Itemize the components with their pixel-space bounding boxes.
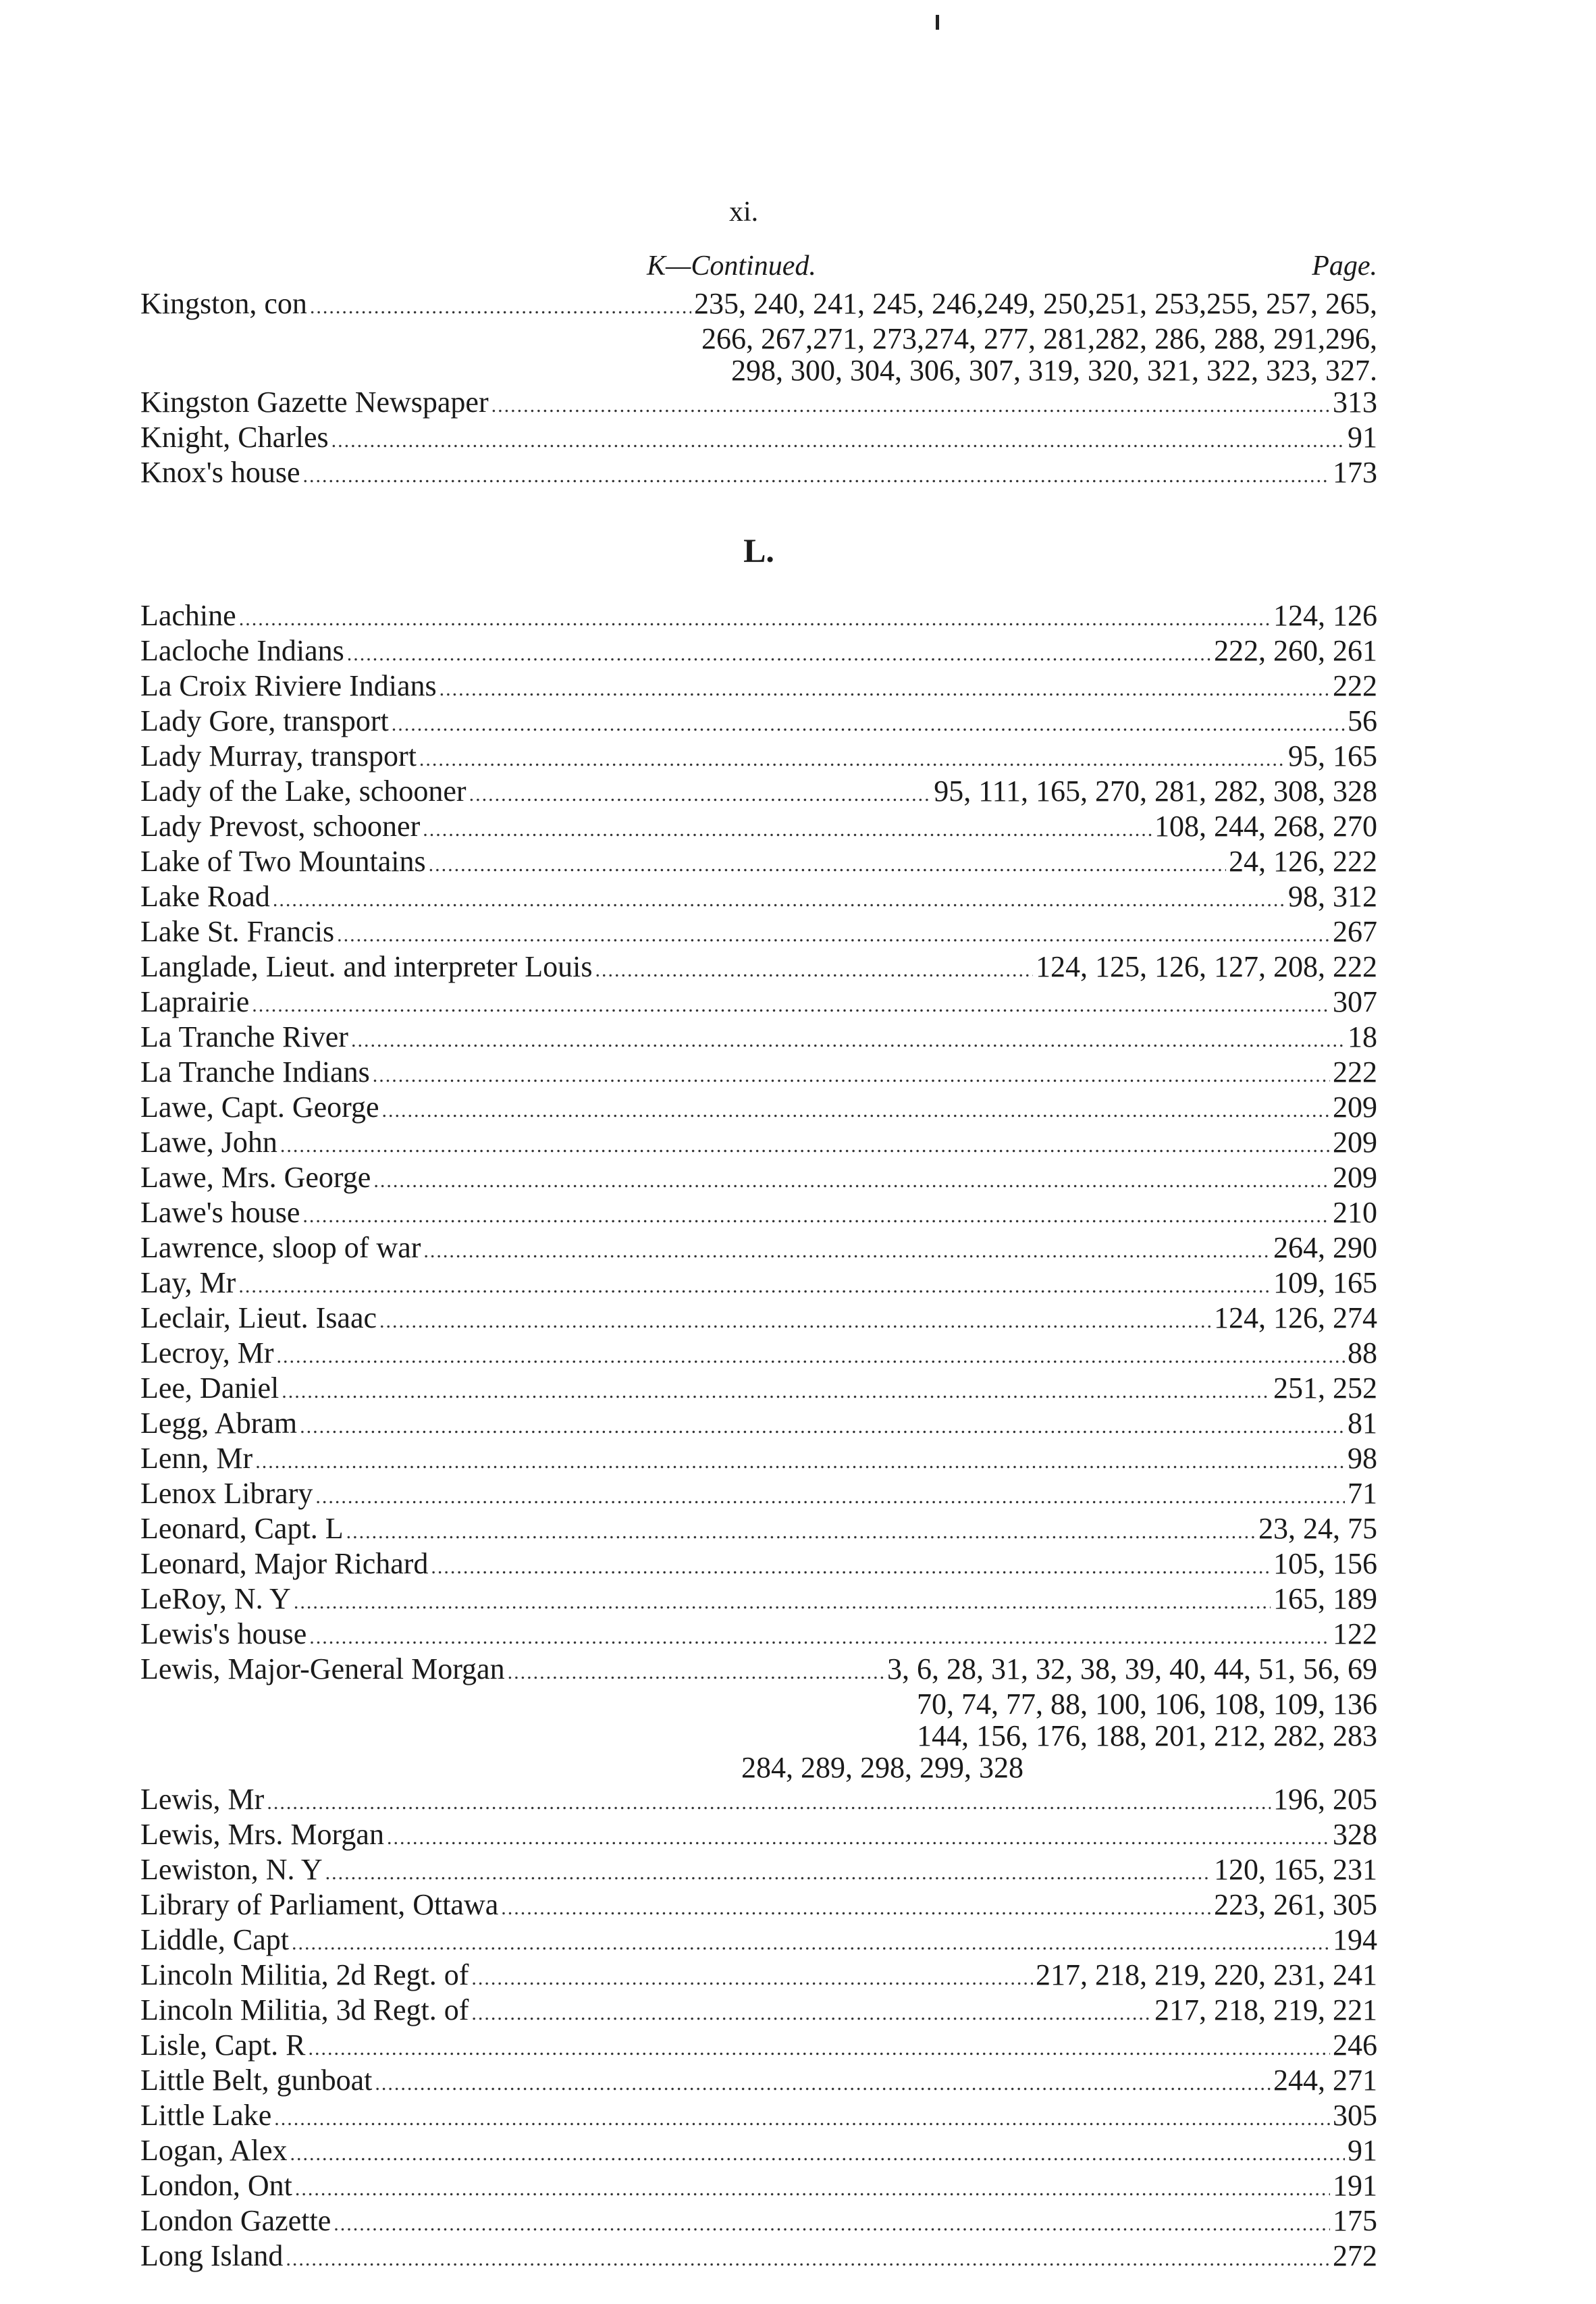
entry-term: Lewiston, N. Y <box>140 1853 323 1886</box>
dot-leader <box>469 779 932 810</box>
entry-pages: 98 <box>1348 1442 1377 1475</box>
dot-leader <box>431 1551 1271 1583</box>
entry-pages: 194 <box>1333 1923 1377 1956</box>
entry-pages: 305 <box>1333 2099 1377 2132</box>
entry-term: Leclair, Lieut. Isaac <box>140 1301 377 1334</box>
entry-pages: 18 <box>1348 1020 1377 1053</box>
index-entry <box>140 1783 1377 1818</box>
entry-term: Lay, Mr <box>140 1266 236 1299</box>
entry-term: Lewis, Mr <box>140 1783 265 1816</box>
index-entry-kingston <box>140 288 1377 323</box>
index-entry <box>140 740 1377 775</box>
entry-term: Lake of Two Mountains <box>140 845 426 878</box>
dot-leader <box>273 884 1285 916</box>
entry-pages: 251, 252 <box>1273 1371 1377 1405</box>
dot-leader <box>508 1656 884 1688</box>
entry-term: Lacloche Indians <box>140 634 344 667</box>
dot-leader <box>387 1822 1330 1854</box>
entry-term: Lake Road <box>140 880 270 913</box>
index-entry <box>140 1232 1377 1267</box>
index-entry <box>140 1513 1377 1548</box>
entry-term: Liddle, Capt <box>140 1923 289 1956</box>
index-entry <box>140 1372 1377 1407</box>
entry-term: Kingston, con <box>140 287 307 320</box>
entry-term: Lee, Daniel <box>140 1371 280 1405</box>
entry-term: Logan, Alex <box>140 2134 288 2167</box>
entry-pages-continued: 284, 289, 298, 299, 328 <box>741 1751 1023 1784</box>
dot-leader <box>423 814 1152 845</box>
entry-pages: 173 <box>1333 456 1377 489</box>
entry-term: Little Belt, gunboat <box>140 2064 373 2097</box>
entry-term: Lenox Library <box>140 1477 313 1510</box>
index-entry <box>140 421 1377 456</box>
dot-leader <box>382 1095 1330 1126</box>
entry-term: Lisle, Capt. R <box>140 2028 306 2062</box>
index-entry <box>140 1994 1377 2029</box>
index-entry <box>140 600 1377 635</box>
page-column-label: Page. <box>1312 251 1377 282</box>
entry-term: Lincoln Militia, 2d Regt. of <box>140 1958 469 1991</box>
index-entry <box>140 1337 1377 1372</box>
dot-leader <box>347 638 1211 670</box>
index-entry <box>140 916 1377 951</box>
entry-pages: 191 <box>1333 2169 1377 2202</box>
index-content <box>140 250 1377 2275</box>
dot-leader <box>595 954 1033 986</box>
entry-pages: 175 <box>1333 2204 1377 2237</box>
index-entry <box>140 1924 1377 1959</box>
dot-leader <box>440 673 1330 705</box>
entry-pages: 264, 290 <box>1273 1231 1377 1264</box>
entry-term: Lady Gore, transport <box>140 704 389 737</box>
index-entry <box>140 1818 1377 1854</box>
entry-pages: 56 <box>1348 704 1377 737</box>
entry-pages: 307 <box>1333 985 1377 1018</box>
entry-term: Leonard, Capt. L <box>140 1512 344 1545</box>
entry-term: Lincoln Militia, 3d Regt. of <box>140 1993 469 2026</box>
entry-term: Lawe's house <box>140 1196 300 1229</box>
entry-term: La Tranche Indians <box>140 1055 370 1089</box>
entry-pages: 124, 125, 126, 127, 208, 222 <box>1036 950 1377 983</box>
index-entry <box>140 1959 1377 1994</box>
entry-pages-continued: 266, 267,271, 273,274, 277, 281,282, 286, 288, 291,296, <box>701 322 1377 355</box>
dot-leader <box>239 603 1271 635</box>
entry-pages: 81 <box>1348 1407 1377 1440</box>
entry-pages: 272 <box>1333 2239 1377 2272</box>
dot-leader <box>292 1927 1330 1959</box>
dot-leader <box>429 849 1226 881</box>
index-entry <box>140 1091 1377 1126</box>
index-entry <box>140 1126 1377 1161</box>
entry-term: Lecroy, Mr <box>140 1336 274 1369</box>
dot-leader <box>331 425 1345 456</box>
index-header <box>140 250 1377 288</box>
entry-pages: 98, 312 <box>1288 880 1377 913</box>
entry-term: Lawe, Capt. George <box>140 1091 379 1124</box>
dot-leader <box>302 1200 1330 1232</box>
entry-pages: 328 <box>1333 1818 1377 1851</box>
dot-leader <box>282 1376 1271 1407</box>
entry-pages: 122 <box>1333 1617 1377 1650</box>
entry-pages: 23, 24, 75 <box>1258 1512 1377 1545</box>
dot-leader <box>280 1130 1330 1161</box>
dot-leader <box>238 1270 1271 1302</box>
entry-pages: 88 <box>1348 1336 1377 1369</box>
entry-pages: 217, 218, 219, 221 <box>1154 1993 1377 2026</box>
l-entries-list <box>140 600 1377 1653</box>
dot-leader <box>373 1059 1330 1091</box>
entry-pages: 210 <box>1333 1196 1377 1229</box>
entry-term: London, Ont <box>140 2169 292 2202</box>
entry-term: LeRoy, N. Y <box>140 1582 291 1615</box>
dot-leader <box>375 2068 1271 2099</box>
dot-leader <box>346 1516 1256 1548</box>
dot-leader <box>379 1305 1211 1337</box>
dot-leader <box>373 1165 1330 1197</box>
index-entry <box>140 2240 1377 2275</box>
entry-pages: 196, 205 <box>1273 1783 1377 1816</box>
index-entry <box>140 1618 1377 1653</box>
entry-term: Lewis, Major-General Morgan <box>140 1652 505 1685</box>
index-entry <box>140 2029 1377 2064</box>
index-entry <box>140 1889 1377 1924</box>
entry-term: Lady of the Lake, schooner <box>140 775 467 808</box>
entry-pages: 222 <box>1333 669 1377 702</box>
entry-pages: 91 <box>1348 2134 1377 2167</box>
entry-term: Kingston Gazette Newspaper <box>140 386 489 419</box>
entry-pages: 91 <box>1348 421 1377 454</box>
index-entry <box>140 2135 1377 2170</box>
index-entry <box>140 1021 1377 1056</box>
dot-leader <box>274 2103 1330 2135</box>
index-entry <box>140 1056 1377 1091</box>
dot-leader <box>351 1024 1345 1056</box>
entry-term: Lady Murray, transport <box>140 739 417 773</box>
entry-term: Lachine <box>140 599 236 632</box>
entry-term: La Tranche River <box>140 1020 348 1053</box>
entry-pages: 108, 244, 268, 270 <box>1154 810 1377 843</box>
dot-leader <box>423 1235 1271 1267</box>
entry-term: Lake St. Francis <box>140 915 335 948</box>
entry-pages: 246 <box>1333 2028 1377 2062</box>
entry-pages: 209 <box>1333 1091 1377 1124</box>
entry-pages: 120, 165, 231 <box>1214 1853 1377 1886</box>
index-entry <box>140 456 1377 492</box>
entry-term: La Croix Riviere Indians <box>140 669 437 702</box>
index-entry <box>140 986 1377 1021</box>
entry-pages: 24, 126, 222 <box>1229 845 1377 878</box>
entry-term: Langlade, Lieut. and interpreter Louis <box>140 950 593 983</box>
entry-pages: 109, 165 <box>1273 1266 1377 1299</box>
index-entry <box>140 951 1377 986</box>
dot-leader <box>286 2243 1330 2275</box>
dot-leader <box>252 989 1330 1021</box>
entry-pages-continued: 70, 74, 77, 88, 100, 106, 108, 109, 136 <box>917 1687 1377 1721</box>
index-entry-lewis-morgan <box>140 1653 1377 1688</box>
dot-leader <box>309 1621 1330 1653</box>
entry-term: Library of Parliament, Ottawa <box>140 1888 499 1921</box>
entry-term: Lawe, John <box>140 1126 277 1159</box>
dot-leader <box>255 1446 1345 1477</box>
index-entry <box>140 2064 1377 2099</box>
entry-pages: 217, 218, 219, 220, 231, 241 <box>1036 1958 1377 1991</box>
dot-leader <box>295 2173 1330 2205</box>
dot-leader <box>471 1962 1033 1994</box>
entry-pages: 235, 240, 241, 245, 246,249, 250,251, 253,255, 257, 265, <box>694 287 1377 320</box>
index-entry <box>140 881 1377 916</box>
entry-term: Little Lake <box>140 2099 272 2132</box>
entry-pages: 222 <box>1333 1055 1377 1089</box>
entry-pages: 105, 156 <box>1273 1547 1377 1580</box>
index-entry <box>140 1548 1377 1583</box>
dot-leader <box>294 1586 1271 1618</box>
page-mark <box>936 15 939 30</box>
index-entry <box>140 635 1377 670</box>
entry-term: Lenn, Mr <box>140 1442 253 1475</box>
entry-term: Lady Prevost, schooner <box>140 810 421 843</box>
entry-pages: 95, 165 <box>1288 739 1377 773</box>
index-entry <box>140 1407 1377 1442</box>
dot-leader <box>302 460 1330 492</box>
entry-pages: 267 <box>1333 915 1377 948</box>
index-entry <box>140 810 1377 845</box>
dot-leader <box>337 919 1330 951</box>
index-entry <box>140 670 1377 705</box>
index-entry <box>140 1197 1377 1232</box>
continued-label: K—Continued. <box>647 251 816 282</box>
index-entry <box>140 1477 1377 1513</box>
index-entry <box>140 1442 1377 1477</box>
dot-leader <box>471 1997 1152 2029</box>
index-entry <box>140 2205 1377 2240</box>
entry-pages: 165, 189 <box>1273 1582 1377 1615</box>
entry-term: Long Island <box>140 2239 284 2272</box>
entry-term: Knox's house <box>140 456 300 489</box>
dot-leader <box>315 1481 1345 1513</box>
index-entry <box>140 386 1377 421</box>
entry-pages-continued: 144, 156, 176, 188, 201, 212, 282, 283 <box>917 1719 1377 1752</box>
entry-pages: 222, 260, 261 <box>1214 634 1377 667</box>
section-heading-l: L. <box>743 531 774 569</box>
dot-leader <box>501 1892 1211 1924</box>
index-entry <box>140 775 1377 810</box>
entry-pages: 223, 261, 305 <box>1214 1888 1377 1921</box>
entry-pages: 95, 111, 165, 270, 281, 282, 308, 328 <box>934 775 1377 808</box>
entry-term: Legg, Abram <box>140 1407 298 1440</box>
dot-leader <box>325 1857 1211 1889</box>
entry-term: Leonard, Major Richard <box>140 1547 429 1580</box>
dot-leader <box>491 390 1330 421</box>
entry-pages: 71 <box>1348 1477 1377 1510</box>
dot-leader <box>277 1340 1345 1372</box>
entry-pages: 209 <box>1333 1126 1377 1159</box>
dot-leader <box>290 2138 1345 2170</box>
dot-leader <box>300 1411 1345 1442</box>
entry-pages: 209 <box>1333 1161 1377 1194</box>
dot-leader <box>310 291 691 323</box>
entry-term: Lewis's house <box>140 1617 307 1650</box>
entry-term: Lewis, Mrs. Morgan <box>140 1818 384 1851</box>
entry-pages-continued: 298, 300, 304, 306, 307, 319, 320, 321, 322, 323, 327. <box>731 354 1377 387</box>
entry-term: Knight, Charles <box>140 421 329 454</box>
entry-pages: 3, 6, 28, 31, 32, 38, 39, 40, 44, 51, 56, 69 <box>887 1652 1377 1685</box>
entry-term: Laprairie <box>140 985 250 1018</box>
index-entry <box>140 845 1377 881</box>
entry-term: London Gazette <box>140 2204 331 2237</box>
dot-leader <box>267 1787 1271 1818</box>
index-entry <box>140 1267 1377 1302</box>
k-entries-list <box>140 386 1377 492</box>
entry-pages: 124, 126, 274 <box>1214 1301 1377 1334</box>
dot-leader <box>308 2033 1330 2064</box>
dot-leader <box>419 743 1285 775</box>
dot-leader <box>334 2208 1330 2240</box>
entry-pages: 124, 126 <box>1273 599 1377 632</box>
index-entry <box>140 1302 1377 1337</box>
index-entry <box>140 2099 1377 2135</box>
l-entries-list <box>140 1783 1377 2275</box>
page-number: xi. <box>729 197 759 228</box>
index-entry <box>140 1583 1377 1618</box>
entry-term: Lawrence, sloop of war <box>140 1231 421 1264</box>
index-entry <box>140 705 1377 740</box>
index-entry <box>140 1161 1377 1197</box>
index-entry <box>140 1854 1377 1889</box>
index-entry <box>140 2170 1377 2205</box>
entry-pages: 313 <box>1333 386 1377 419</box>
entry-term: Lawe, Mrs. George <box>140 1161 371 1194</box>
entry-pages: 244, 271 <box>1273 2064 1377 2097</box>
dot-leader <box>392 708 1345 740</box>
